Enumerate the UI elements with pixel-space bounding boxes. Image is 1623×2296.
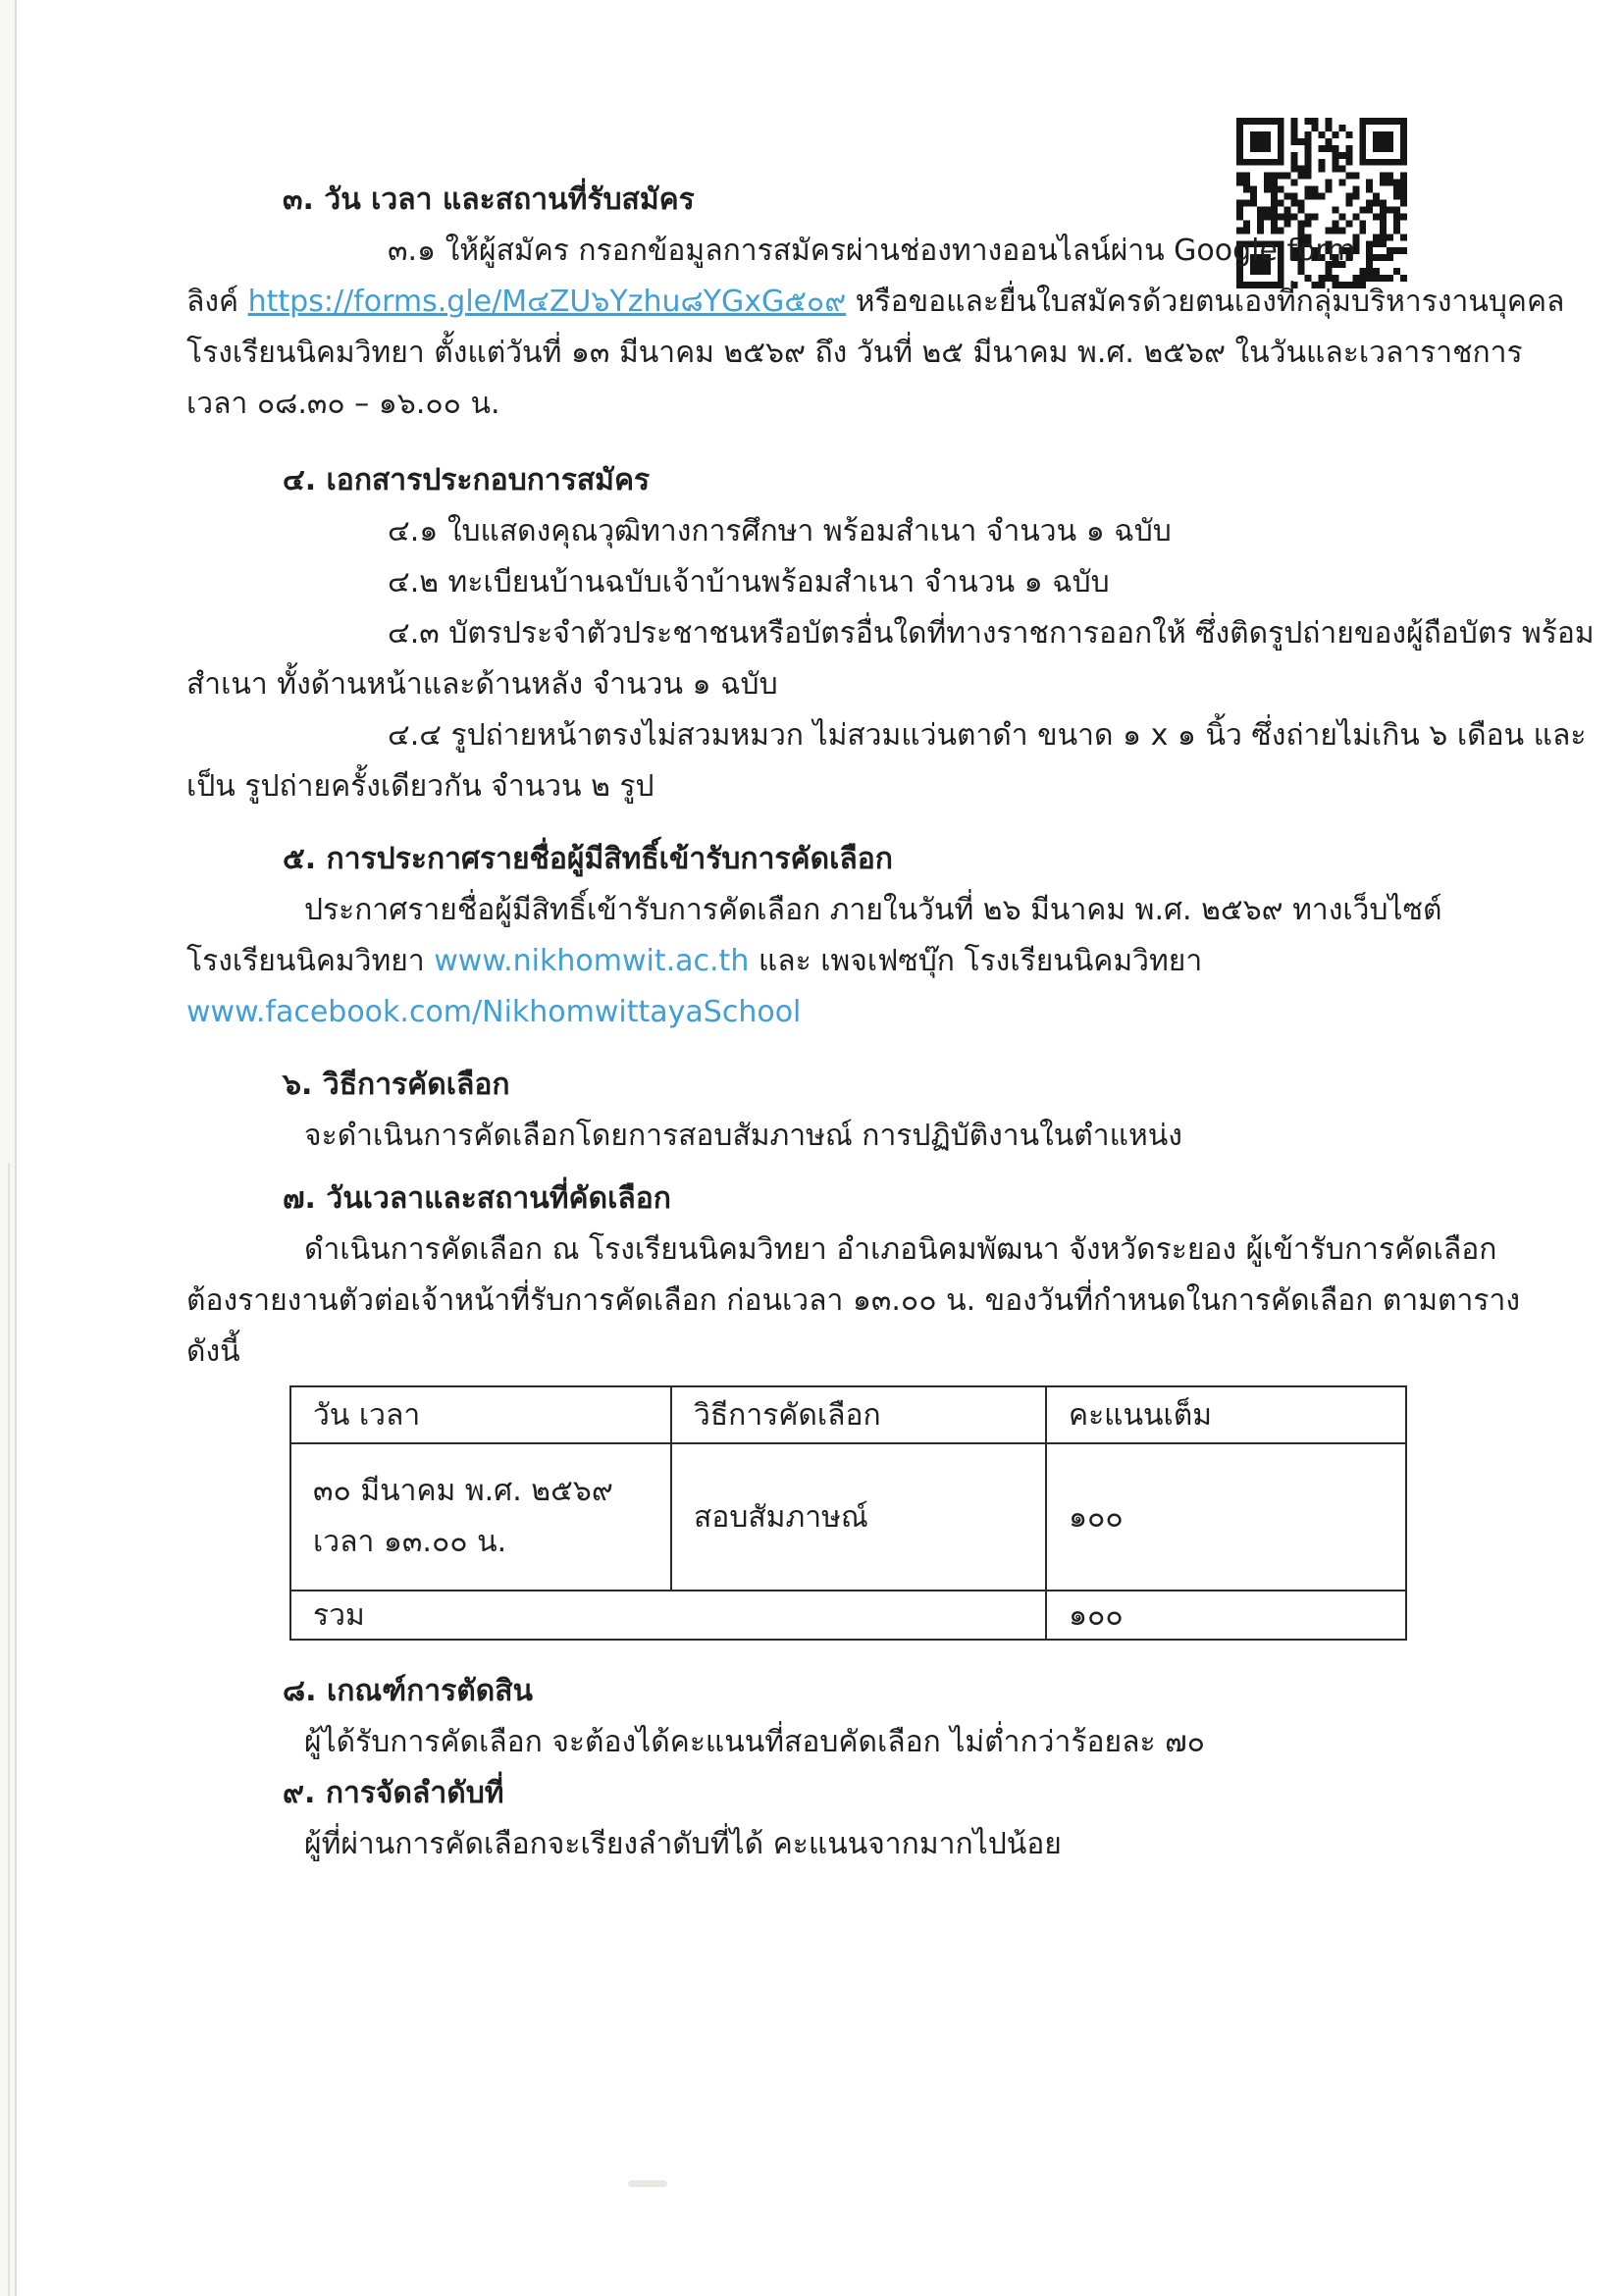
school-website-link[interactable]: www.nikhomwit.ac.th <box>434 944 750 978</box>
section5-line3 <box>186 987 1452 1038</box>
facebook-page-link[interactable]: www.facebook.com/NikhomwittayaSchool <box>186 995 802 1029</box>
section4-item-4-3: ๔.๓ บัตรประจำตัวประชาชนหรือบัตรอื่นใดที่ทางราชการออกให้ ซึ่งติดรูปถ่ายของผู้ถือบัตร พร้อม <box>388 616 1595 651</box>
scan-edge-line2-artifact <box>8 1163 10 2296</box>
table-cell-score: ๑๐๐ <box>1046 1443 1406 1591</box>
section8-line1: ผู้ได้รับการคัดเลือก จะต้องได้คะแนนที่สอบคัดเลือก ไม่ต่ำกว่าร้อยละ ๗๐ <box>304 1725 1205 1759</box>
table-row <box>290 1443 1406 1591</box>
section5-line2-suffix: และ เพจเฟซบุ๊ก โรงเรียนนิคมวิทยา <box>749 944 1203 978</box>
table-cell-time: เวลา ๑๓.๐๐ น. <box>313 1525 507 1559</box>
section7-line1: ดำเนินการคัดเลือก ณ โรงเรียนนิคมวิทยา อำเภอนิคมพัฒนา จังหวัดระยอง ผู้เข้ารับการคัดเลือก <box>304 1232 1497 1267</box>
section6-heading: ๖. วิธีการคัดเลือก <box>283 1068 510 1102</box>
table-total-label: รวม <box>290 1591 1046 1640</box>
table-cell-datetime <box>290 1443 671 1591</box>
selection-schedule-table <box>289 1385 1407 1641</box>
section7-line2: ต้องรายงานตัวต่อเจ้าหน้าที่รับการคัดเลือก ก่อนเวลา ๑๓.๐๐ น. ของวันที่กำหนดในการคัดเลือก ตามตาราง <box>186 1283 1520 1318</box>
section3-link-line <box>186 277 1565 328</box>
section3-link-suffix: หรือขอและยื่นใบสมัครด้วยตนเองที่กลุ่มบริหารงานบุคคล <box>846 285 1565 319</box>
section3-heading: ๓. วัน เวลา และสถานที่รับสมัคร <box>283 183 695 217</box>
section7-line3: ดังนี้ <box>186 1334 240 1369</box>
section4-item-4-4: ๔.๔ รูปถ่ายหน้าตรงไม่สวมหมวก ไม่สวมแว่นตาดำ ขนาด ๑ x ๑ นิ้ว ซึ่งถ่ายไม่เกิน ๖ เดือน และ <box>388 718 1587 753</box>
section3-line3: โรงเรียนนิคมวิทยา ตั้งแต่วันที่ ๑๓ มีนาคม ๒๕๖๙ ถึง วันที่ ๒๕ มีนาคม พ.ศ. ๒๕๖๙ ในวันและเวลาราชการ <box>186 336 1523 370</box>
section4-item-4-4-cont: เป็น รูปถ่ายครั้งเดียวกัน จำนวน ๒ รูป <box>186 769 654 804</box>
google-form-link[interactable]: https://forms.gle/M๔ZU๖Yzhu๘YGxG๕๐๙ <box>247 285 847 319</box>
section5-heading: ๕. การประกาศรายชื่อผู้มีสิทธิ์เข้ารับการคัดเลือก <box>283 842 893 876</box>
section7-heading: ๗. วันเวลาและสถานที่คัดเลือก <box>283 1181 671 1216</box>
scan-edge-line-artifact <box>15 0 17 2296</box>
section3-line4: เวลา ๐๘.๓๐ – ๑๖.๐๐ น. <box>186 387 500 421</box>
section5-line1: ประกาศรายชื่อผู้มีสิทธิ์เข้ารับการคัดเลือก ภายในวันที่ ๒๖ มีนาคม พ.ศ. ๒๕๖๙ ทางเว็บไซต์ <box>304 893 1442 927</box>
table-cell-method: สอบสัมภาษณ์ <box>671 1443 1046 1591</box>
section4-item-4-1: ๔.๑ ใบแสดงคุณวุฒิทางการศึกษา พร้อมสำเนา จำนวน ๑ ฉบับ <box>388 514 1172 548</box>
section9-line1: ผู้ที่ผ่านการคัดเลือกจะเรียงลำดับที่ได้ คะแนนจากมากไปน้อย <box>304 1827 1062 1861</box>
section4-item-4-3-cont: สำเนา ทั้งด้านหน้าและด้านหลัง จำนวน ๑ ฉบับ <box>186 667 778 702</box>
table-header-method: วิธีการคัดเลือก <box>671 1386 1046 1443</box>
section8-heading: ๘. เกณฑ์การตัดสิน <box>283 1674 534 1708</box>
section3-item-3-1: ๓.๑ ให้ผู้สมัคร กรอกข้อมูลการสมัครผ่านช่องทางออนไลน์ผ่าน Google form <box>388 234 1356 268</box>
section5-line2 <box>186 936 1452 987</box>
scan-smudge-artifact <box>628 2180 667 2187</box>
section4-heading: ๔. เอกสารประกอบการสมัคร <box>283 463 651 497</box>
table-header-row <box>290 1386 1406 1443</box>
table-header-datetime: วัน เวลา <box>290 1386 671 1443</box>
section5-line2-prefix: โรงเรียนนิคมวิทยา <box>186 944 435 978</box>
table-cell-date: ๓๐ มีนาคม พ.ศ. ๒๕๖๙ <box>313 1474 613 1508</box>
section6-line1: จะดำเนินการคัดเลือกโดยการสอบสัมภาษณ์ การปฏิบัติงานในตำแหน่ง <box>304 1119 1182 1153</box>
section9-heading: ๙. การจัดลำดับที่ <box>283 1776 504 1810</box>
table-total-row <box>290 1591 1406 1640</box>
table-header-score: คะแนนเต็ม <box>1046 1386 1406 1443</box>
section4-item-4-2: ๔.๒ ทะเบียนบ้านฉบับเจ้าบ้านพร้อมสำเนา จำนวน ๑ ฉบับ <box>388 565 1110 600</box>
table-total-value: ๑๐๐ <box>1046 1591 1406 1640</box>
document-body <box>186 175 1595 1870</box>
section3-link-prefix: ลิงค์ <box>186 285 248 319</box>
